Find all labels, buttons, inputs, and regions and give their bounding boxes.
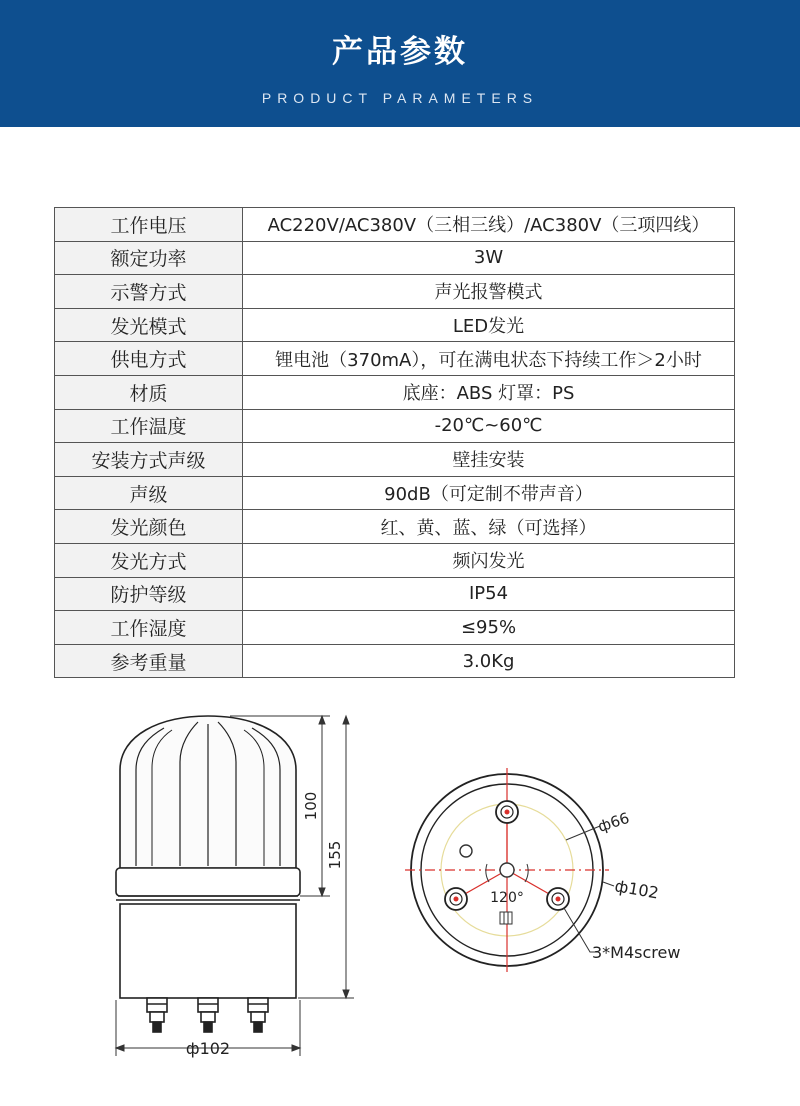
param-label: 材质 — [55, 375, 243, 409]
table-row — [55, 342, 735, 376]
angle-label: 120° — [490, 890, 524, 906]
top-view — [405, 768, 609, 972]
dimension-label-outer-diameter: ф102 — [613, 876, 661, 903]
page-subtitle: PRODUCT PARAMETERS — [261, 90, 539, 106]
param-value: 频闪发光 — [243, 543, 735, 577]
param-label: 工作温度 — [55, 409, 243, 443]
table-row — [55, 476, 735, 510]
dimension-label-inner-diameter: ф66 — [595, 808, 632, 836]
param-label: 额定功率 — [55, 241, 243, 275]
table-row — [55, 543, 735, 577]
table-row — [55, 375, 735, 409]
parameter-table — [54, 207, 735, 678]
param-label: 发光颜色 — [55, 510, 243, 544]
param-label: 发光方式 — [55, 543, 243, 577]
param-label: 供电方式 — [55, 342, 243, 376]
screw-hole — [547, 888, 569, 910]
param-value: AC220V/AC380V（三相三线）/AC380V（三项四线） — [243, 208, 735, 242]
screw-label: 3*M4screw — [592, 943, 681, 962]
cable-gland — [198, 998, 218, 1032]
param-value: IP54 — [243, 577, 735, 611]
technical-drawing — [0, 690, 800, 1106]
table-row — [55, 611, 735, 645]
param-value: 90dB（可定制不带声音） — [243, 476, 735, 510]
dimension-label-side-diameter: ф102 — [185, 1039, 231, 1058]
table-row — [55, 510, 735, 544]
param-value: ≤95% — [243, 611, 735, 645]
dimension-label-100: 100 — [302, 791, 320, 821]
table-row — [55, 241, 735, 275]
cable-gland — [147, 998, 167, 1032]
table-row — [55, 577, 735, 611]
cable-gland — [248, 998, 268, 1032]
param-label: 安装方式声级 — [55, 443, 243, 477]
param-label: 工作湿度 — [55, 611, 243, 645]
side-view — [116, 716, 300, 1032]
table-row — [55, 275, 735, 309]
header-banner — [0, 0, 800, 127]
table-row — [55, 443, 735, 477]
param-value: 壁挂安装 — [243, 443, 735, 477]
page-title: 产品参数 — [332, 34, 468, 70]
table-row — [55, 308, 735, 342]
param-value: 红、黄、蓝、绿（可选择） — [243, 510, 735, 544]
table-row — [55, 409, 735, 443]
param-value: 3W — [243, 241, 735, 275]
dimension-label-155: 155 — [326, 840, 344, 870]
param-label: 工作电压 — [55, 208, 243, 242]
param-value: LED发光 — [243, 308, 735, 342]
param-label: 防护等级 — [55, 577, 243, 611]
screw-hole — [496, 801, 518, 823]
param-label: 声级 — [55, 476, 243, 510]
screw-hole — [445, 888, 467, 910]
table-row — [55, 208, 735, 242]
param-value: 3.0Kg — [243, 644, 735, 678]
param-label: 示警方式 — [55, 275, 243, 309]
param-label: 参考重量 — [55, 644, 243, 678]
param-label: 发光模式 — [55, 308, 243, 342]
param-value: -20℃~60℃ — [243, 409, 735, 443]
param-value: 声光报警模式 — [243, 275, 735, 309]
param-value: 锂电池（370mA），可在满电状态下持续工作＞2小时 — [243, 342, 735, 376]
table-row — [55, 644, 735, 678]
param-value: 底座：ABS 灯罩：PS — [243, 375, 735, 409]
